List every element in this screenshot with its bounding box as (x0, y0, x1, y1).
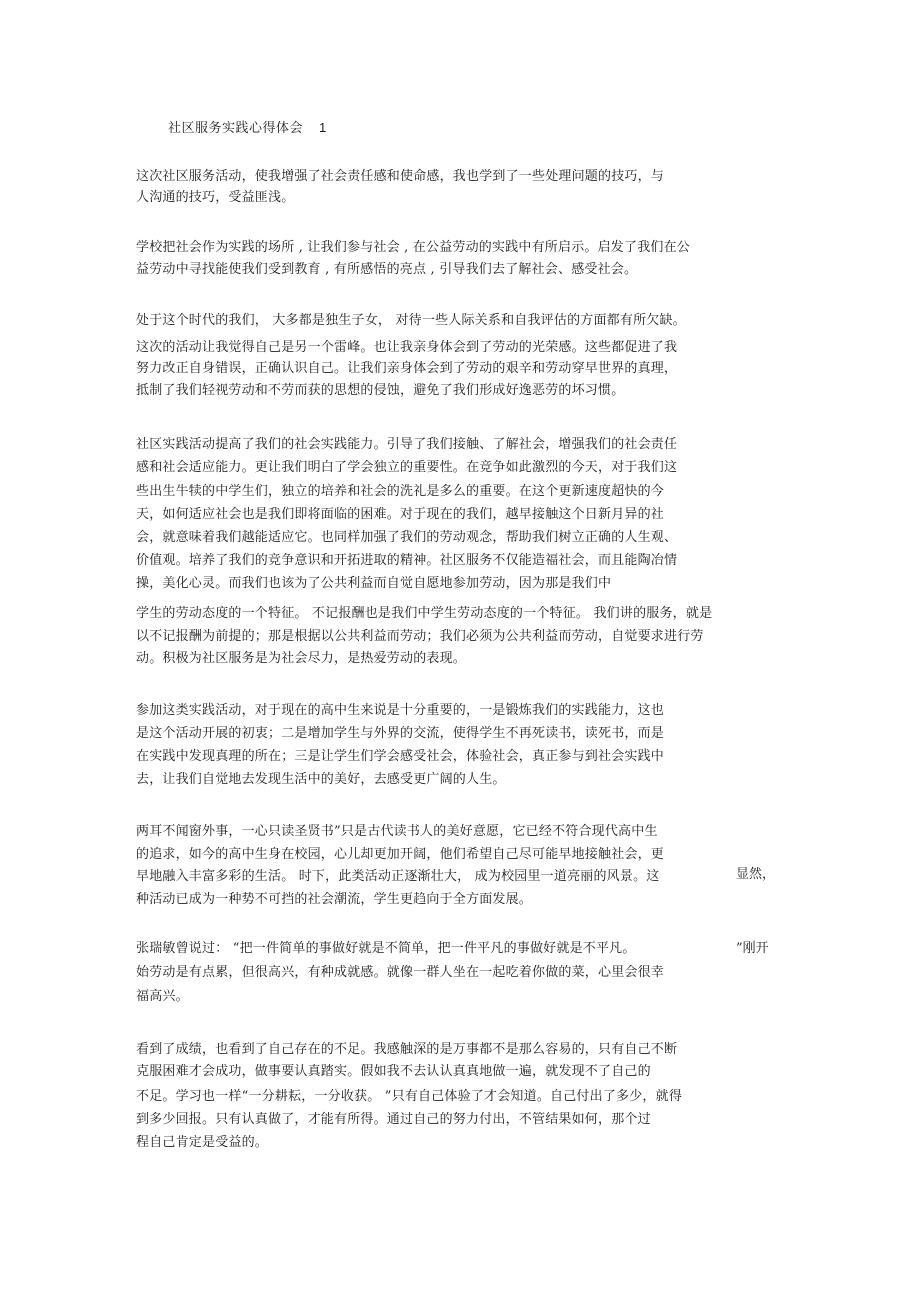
paragraph-line: 福高兴。 (136, 989, 189, 1004)
title-text: 社区服务实践心得体会 (168, 121, 304, 136)
paragraph-line: 天，如何适应社会也是我们即将面临的困难。对于现在的我们，越早接触这个日新月异的社 (136, 507, 665, 522)
paragraph-line: 参加这类实践活动，对于现在的高中生来说是十分重要的，一是锻炼我们的实践能力，这也 (136, 703, 665, 718)
paragraph-line: 这次的活动让我觉得自己是另一个雷峰。也让我亲身体会到了劳动的光荣感。这些都促进了我 (136, 340, 678, 355)
paragraph-line: 处于这个时代的我们， 大多都是独生子女， 对待一些人际关系和自我评估的方面都有所欠缺。 (136, 313, 686, 328)
paragraph-line: 早地融入丰富多彩的生活。 时下，此类活动正逐渐壮大， 成为校园里一道亮丽的风景。这 (136, 869, 660, 884)
paragraph-line: 价值观。培养了我们的竞争意识和开拓进取的精神。社区服务不仅能造福社会，而且能陶冶情 (136, 553, 678, 568)
paragraph-aside: ”刚开 (736, 941, 769, 956)
paragraph-line: 在实践中发现真理的所在；三是让学生们学会感受社会，体验社会，真正参与到社会实践中 (136, 749, 665, 764)
paragraph-line: 学生的劳动态度的一个特征。 不记报酬也是我们中学生劳动态度的一个特征。 我们讲的服务，就是 (136, 606, 713, 621)
paragraph-line: 克服困难才会成功，做事要认真踏实。假如我不去认认真真地做一遍，就发现不了自己的 (136, 1064, 651, 1079)
paragraph-line: 社区实践活动提高了我们的社会实践能力。引导了我们接触、了解社会，增强我们的社会责任 (136, 437, 678, 452)
paragraph-line: 感和社会适应能力。更让我们明白了学会独立的重要性。在竞争如此激烈的今天，对于我们这 (136, 460, 678, 475)
paragraph-line: 两耳不闻窗外事，一心只读圣贤书”只是古代读书人的美好意愿，它已经不符合现代高中生 (136, 824, 658, 839)
paragraph-line: 动。积极为社区服务是为社会尽力，是热爱劳动的表现。 (136, 651, 467, 666)
paragraph-line: 人沟通的技巧，受益匪浅。 (136, 190, 295, 205)
paragraph-line: 些出生牛犊的中学生们，独立的培养和社会的洗礼是多么的重要。在这个更新速度超快的今 (136, 484, 665, 499)
paragraph-line: 操，美化心灵。而我们也该为了公共利益而自觉自愿地参加劳动，因为那是我们中 (136, 576, 612, 591)
paragraph-line: 去，让我们自觉地去发现生活中的美好，去感受更广阔的人生。 (136, 772, 506, 787)
paragraph-line: 的追求，如今的高中生身在校园，心儿却更加开阔，他们希望自己尽可能早地接触社会，更 (136, 847, 665, 862)
paragraph-line: 努力改正自身错误，正确认识自己。让我们亲身体会到了劳动的艰辛和劳动穿早世界的真理， (136, 361, 678, 376)
paragraph-line: 张瑞敏曾说过： “把一件简单的事做好就是不简单，把一件平凡的事做好就是不平凡。 (136, 941, 636, 956)
paragraph-line: 抵制了我们轻视劳动和不劳而获的思想的侵蚀，避免了我们形成好逸恶劳的坏习惯。 (136, 383, 625, 398)
paragraph-line: 程自己肯定是受益的。 (136, 1135, 269, 1150)
paragraph-line: 始劳动是有点累，但很高兴，有种成就感。就像一群人坐在一起吃着你做的菜，心里会很幸 (136, 965, 665, 980)
paragraph-line: 种活动已成为一种势不可挡的社会潮流，学生更趋向于全方面发展。 (136, 892, 533, 907)
title-number: 1 (319, 120, 327, 135)
paragraph-line: 看到了成绩，也看到了自己存在的不足。我感触深的是万事都不是那么容易的，只有自己不断 (136, 1042, 678, 1057)
paragraph-line: 以不记报酬为前提的；那是根据以公共利益而劳动；我们必须为公共利益而劳动，自觉要求进行劳 (136, 629, 704, 644)
paragraph-aside: 显然， (736, 867, 776, 882)
paragraph-line: 是这个活动开展的初衷；二是增加学生与外界的交流，使得学生不再死读书，读死书，而是 (136, 726, 665, 741)
paragraph-line: 不足。学习也一样“一分耕耘，一分收获。 ”只有自己体验了才会知道。自己付出了多少，就得 (136, 1089, 683, 1104)
document-title (168, 117, 327, 136)
paragraph-line: 学校把社会作为实践的场所 , 让我们参与社会 , 在公益劳动的实践中有所启示。启发了我们在公 (136, 240, 690, 255)
paragraph-line: 这次社区服务活动，使我增强了社会责任感和使命感，我也学到了一些处理问题的技巧，与 (136, 169, 665, 184)
paragraph-line: 会，就意味着我们越能适应它。也同样加强了我们的劳动观念，帮助我们树立正确的人生观、 (136, 530, 678, 545)
paragraph-line: 益劳动中寻找能使我们受到教育 , 有所感悟的亮点 , 引导我们去了解社会、感受社会。 (136, 262, 638, 277)
paragraph-line: 到多少回报。只有认真做了，才能有所得。通过自己的努力付出，不管结果如何，那个过 (136, 1112, 651, 1127)
